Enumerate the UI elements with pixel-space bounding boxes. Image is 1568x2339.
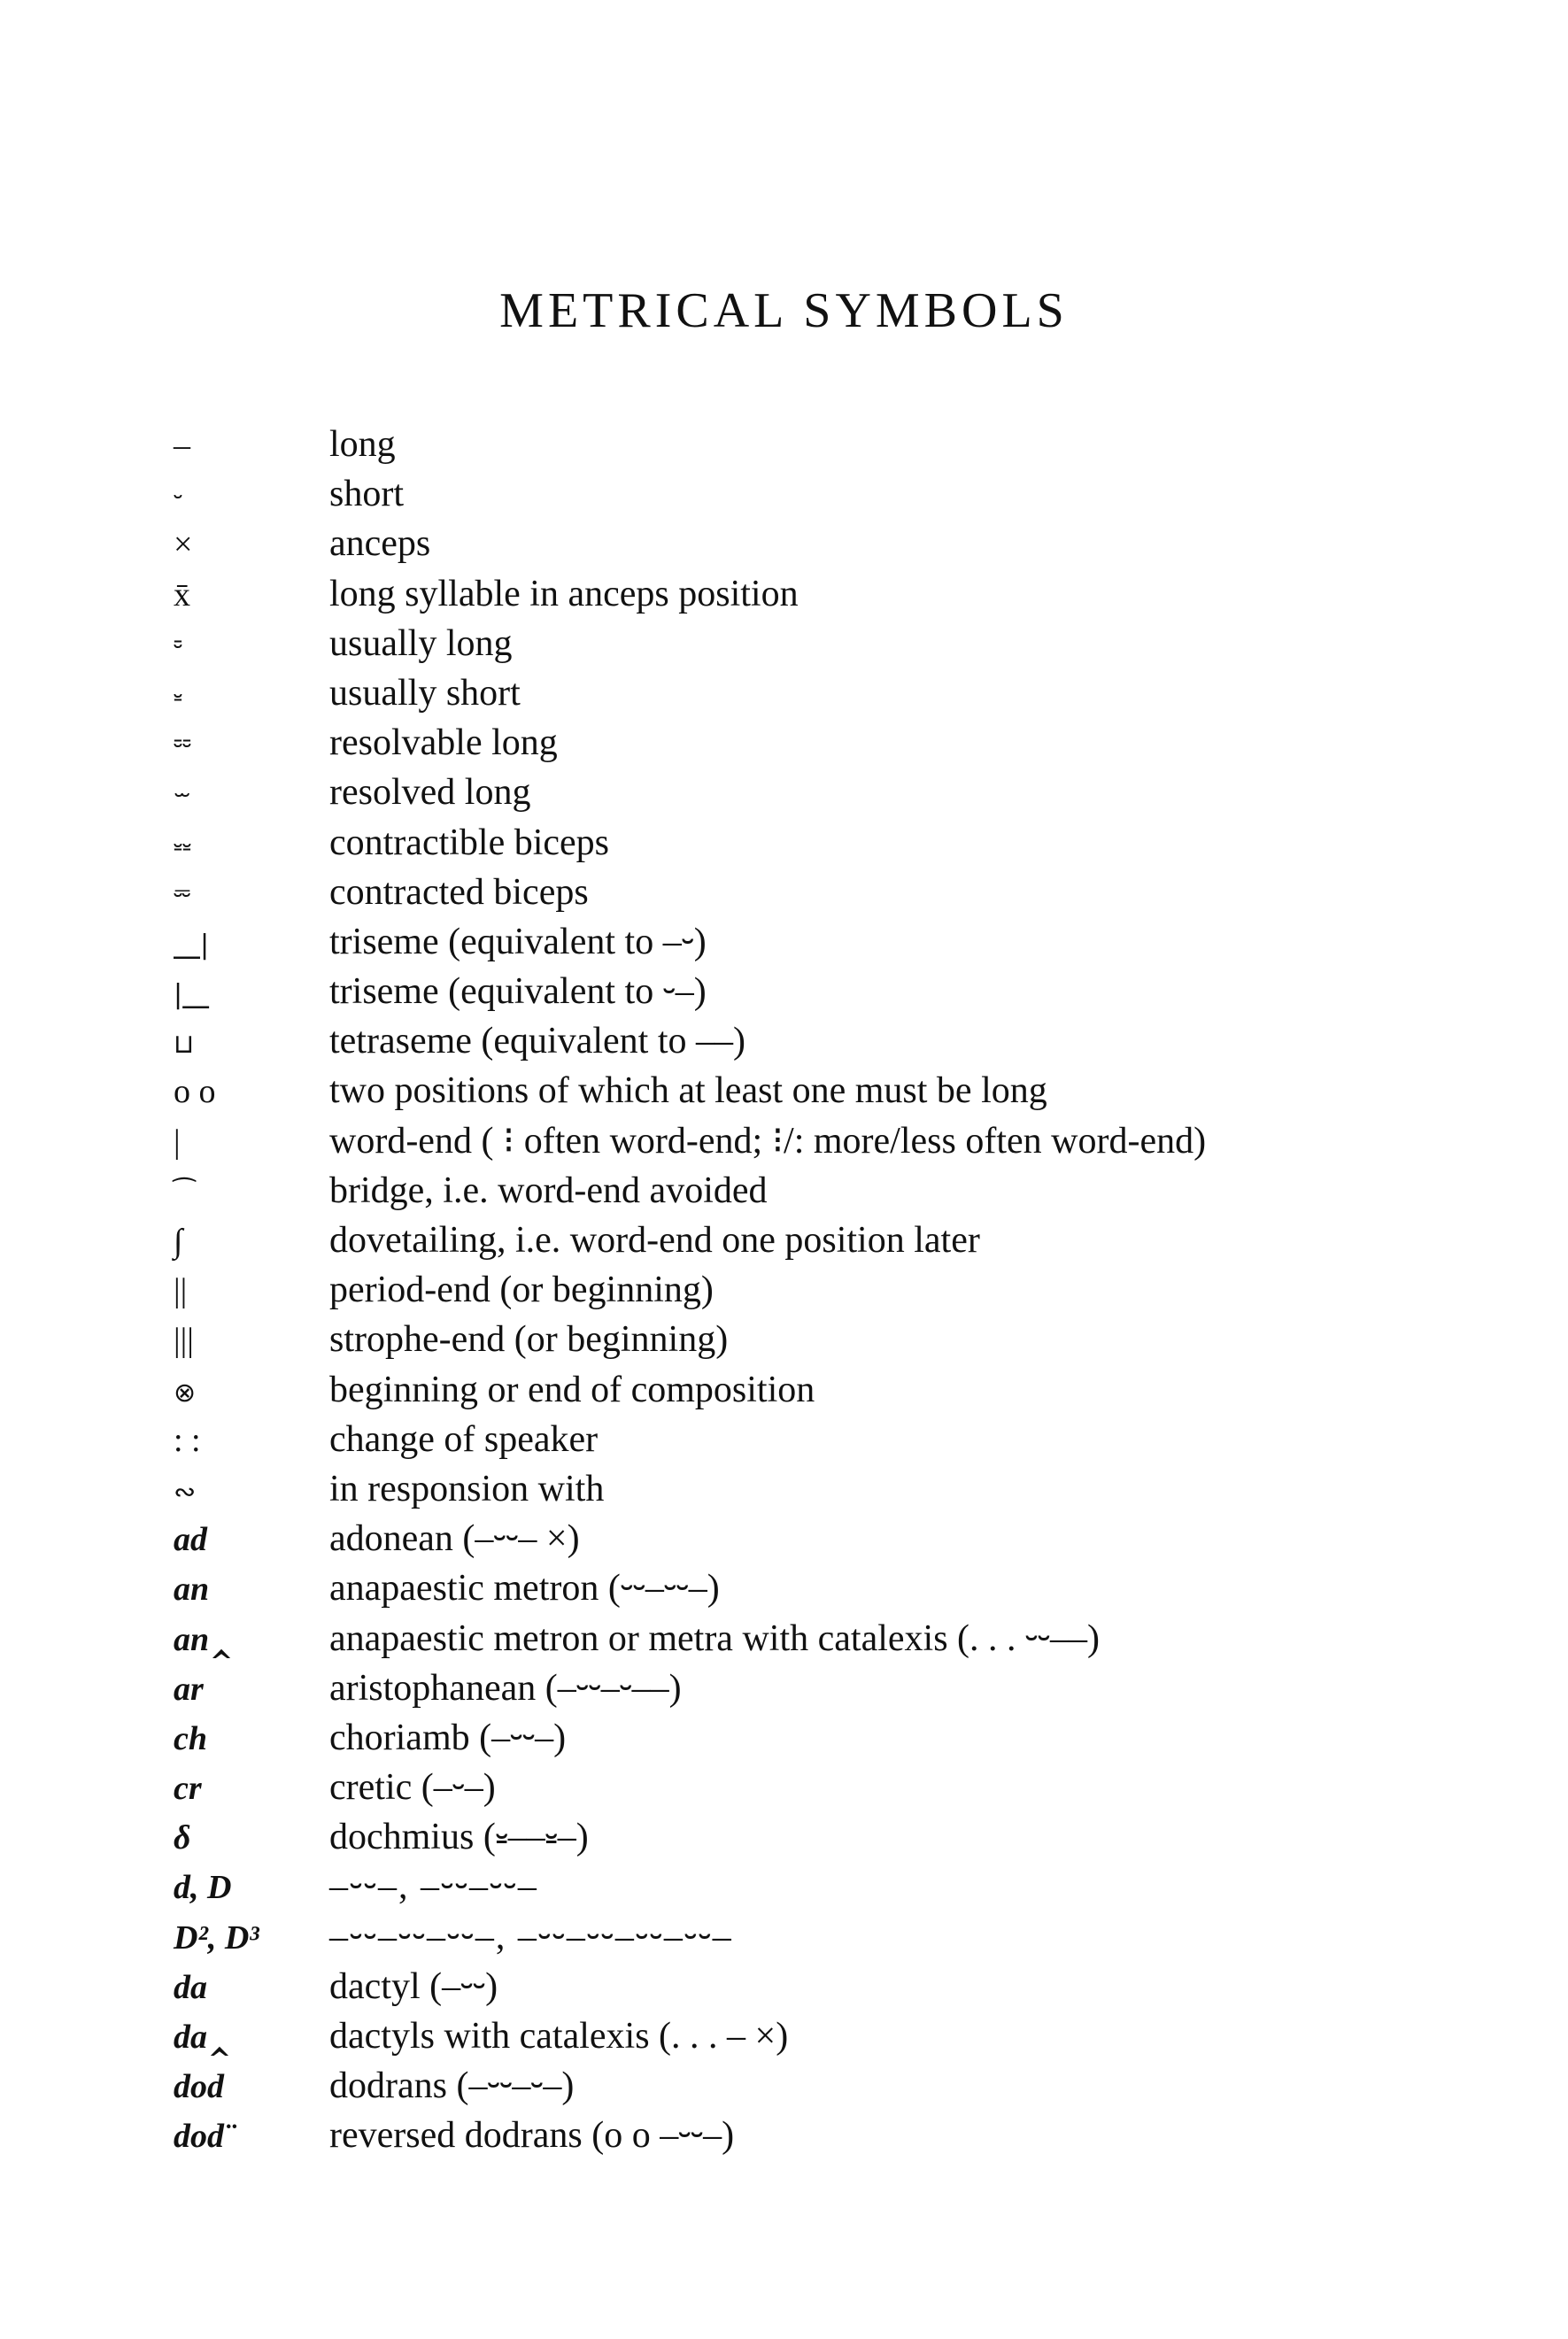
metrical-symbol: – <box>174 427 190 464</box>
symbol-meaning: reversed dodrans (o o –⏑⏑–) <box>329 2115 735 2157</box>
symbol-meaning: two positions of which at least one must be long <box>329 1070 1047 1112</box>
metrical-symbol: | <box>174 1123 181 1161</box>
symbol-entry <box>174 1962 1431 2011</box>
metrical-abbreviation: ar <box>174 1670 204 1708</box>
metrical-symbol: o o <box>174 1073 216 1111</box>
symbol-entry <box>174 469 1431 519</box>
symbol-entry <box>174 1116 1431 1166</box>
metrical-abbreviation: an <box>174 1571 210 1609</box>
symbol-meaning: long syllable in anceps position <box>329 573 799 614</box>
metrical-abbreviation: cr <box>174 1770 202 1808</box>
metrical-abbreviation: dod¨ <box>174 2118 236 2156</box>
symbol-entry <box>174 519 1431 568</box>
metrical-symbol: ⏑ <box>174 482 182 513</box>
symbol-meaning: anceps <box>329 523 431 565</box>
symbol-meaning: resolved long <box>329 772 531 814</box>
symbol-entry <box>174 1713 1431 1763</box>
symbol-entry <box>174 917 1431 967</box>
symbol-meaning: dovetailing, i.e. word-end one position later <box>329 1220 980 1261</box>
symbol-meaning: triseme (equivalent to ⏑–) <box>329 971 707 1013</box>
symbol-meaning: dactyls with catalexis (. . . – ×) <box>329 2016 789 2057</box>
symbol-entry <box>174 1514 1431 1563</box>
symbol-meaning: choriamb (–⏑⏑–) <box>329 1717 567 1758</box>
symbol-meaning: period-end (or beginning) <box>329 1270 714 1311</box>
symbol-list <box>174 420 1431 2161</box>
metrical-symbol: × <box>174 526 193 564</box>
symbol-meaning: anapaestic metron (⏑⏑–⏑⏑–) <box>329 1568 720 1610</box>
symbol-meaning: strophe-end (or beginning) <box>329 1319 729 1361</box>
metrical-symbol: ⏔ <box>174 879 191 911</box>
metrical-symbol: ∾ <box>174 1476 197 1508</box>
symbol-entry <box>174 1265 1431 1315</box>
symbol-entry <box>174 1315 1431 1364</box>
symbol-meaning: –⏑⏑–⏑⏑–⏑⏑–, –⏑⏑–⏑⏑–⏑⏑–⏑⏑– <box>329 1916 733 1957</box>
metrical-symbol: ⎽| <box>174 929 210 961</box>
symbol-meaning: usually long <box>329 622 513 664</box>
symbol-entry <box>174 668 1431 718</box>
symbol-entry <box>174 1912 1431 1962</box>
metrical-abbreviation: an‸ <box>174 1620 234 1658</box>
symbol-entry <box>174 818 1431 868</box>
symbol-meaning: short <box>329 474 404 515</box>
symbol-entry <box>174 2011 1431 2061</box>
symbol-meaning: –⏑⏑–, –⏑⏑–⏑⏑– <box>329 1866 538 1908</box>
symbol-entry <box>174 2111 1431 2160</box>
symbol-entry <box>174 1066 1431 1115</box>
symbol-meaning: dodrans (–⏑⏑–⏑–) <box>329 2065 575 2107</box>
symbol-entry <box>174 768 1431 817</box>
metrical-symbol: ⏖ <box>174 780 191 812</box>
metrical-symbol: ∫ <box>174 1223 183 1260</box>
symbol-entry <box>174 2061 1431 2111</box>
metrical-symbol: |⎽ <box>174 979 210 1011</box>
symbol-meaning: beginning or end of composition <box>329 1369 815 1410</box>
metrical-symbol: ⏒ <box>174 630 182 662</box>
symbol-meaning: dactyl (–⏑⏑) <box>329 1965 498 2007</box>
metrical-symbol: ⏓⏓ <box>174 830 191 861</box>
metrical-symbol: x̄ <box>174 575 190 614</box>
symbol-entry <box>174 1614 1431 1664</box>
metrical-symbol: ⊗ <box>174 1377 197 1409</box>
symbol-meaning: bridge, i.e. word-end avoided <box>329 1170 768 1211</box>
metrical-symbol: ⏓ <box>174 680 182 712</box>
symbol-entry <box>174 718 1431 768</box>
page-title: METRICAL SYMBOLS <box>499 283 1069 338</box>
metrical-abbreviation: ch <box>174 1719 207 1757</box>
metrical-abbreviation: d, D <box>174 1869 232 1907</box>
symbol-entry <box>174 1415 1431 1464</box>
symbol-entry <box>174 868 1431 917</box>
symbol-entry <box>174 1763 1431 1812</box>
symbol-meaning: cretic (–⏑–) <box>329 1767 496 1809</box>
symbol-entry <box>174 1365 1431 1415</box>
symbol-meaning: usually short <box>329 672 521 714</box>
symbol-entry <box>174 1664 1431 1713</box>
symbol-entry <box>174 420 1431 469</box>
symbol-entry <box>174 569 1431 619</box>
metrical-abbreviation: δ <box>174 1819 191 1857</box>
symbol-entry <box>174 1862 1431 1911</box>
symbol-meaning: resolvable long <box>329 722 558 764</box>
metrical-symbol: || <box>174 1272 188 1310</box>
metrical-symbol: ⊔ <box>174 1029 195 1061</box>
symbol-meaning: aristophanean (–⏑⏑–⏑––) <box>329 1667 682 1709</box>
symbol-entry <box>174 1166 1431 1216</box>
symbol-entry <box>174 619 1431 668</box>
symbol-entry <box>174 1464 1431 1514</box>
symbol-meaning: contracted biceps <box>329 871 589 913</box>
symbol-meaning: anapaestic metron or metra with catalexis (. . . ⏑⏑––) <box>329 1617 1100 1659</box>
metrical-symbol: ⏒⏒ <box>174 730 191 762</box>
metrical-symbol: : : <box>174 1421 201 1459</box>
symbol-entry <box>174 1216 1431 1265</box>
symbol-entry <box>174 967 1431 1016</box>
metrical-abbreviation: da <box>174 1968 207 2006</box>
symbol-meaning: word-end ( ⁝ often word-end; ⁝/: more/less often word-end) <box>329 1120 1207 1162</box>
symbol-meaning: long <box>329 424 396 465</box>
symbol-meaning: contractible biceps <box>329 822 610 863</box>
symbol-meaning: change of speaker <box>329 1418 599 1460</box>
symbol-entry <box>174 1563 1431 1613</box>
symbol-meaning: dochmius (⏓––⏓–) <box>329 1817 589 1858</box>
symbol-meaning: tetraseme (equivalent to ––) <box>329 1021 745 1062</box>
metrical-abbreviation: D², D³ <box>174 1918 259 1957</box>
symbol-entry <box>174 1016 1431 1066</box>
metrical-abbreviation: dod <box>174 2068 224 2106</box>
metrical-abbreviation: da‸ <box>174 2019 232 2056</box>
metrical-abbreviation: ad <box>174 1521 207 1559</box>
metrical-symbol: ||| <box>174 1322 194 1360</box>
metrical-symbol: ⁀ <box>174 1177 196 1209</box>
symbol-meaning: adonean (–⏑⏑– ×) <box>329 1518 580 1560</box>
symbol-entry <box>174 1812 1431 1862</box>
symbol-meaning: in responsion with <box>329 1468 605 1509</box>
symbol-meaning: triseme (equivalent to –⏑) <box>329 921 707 962</box>
